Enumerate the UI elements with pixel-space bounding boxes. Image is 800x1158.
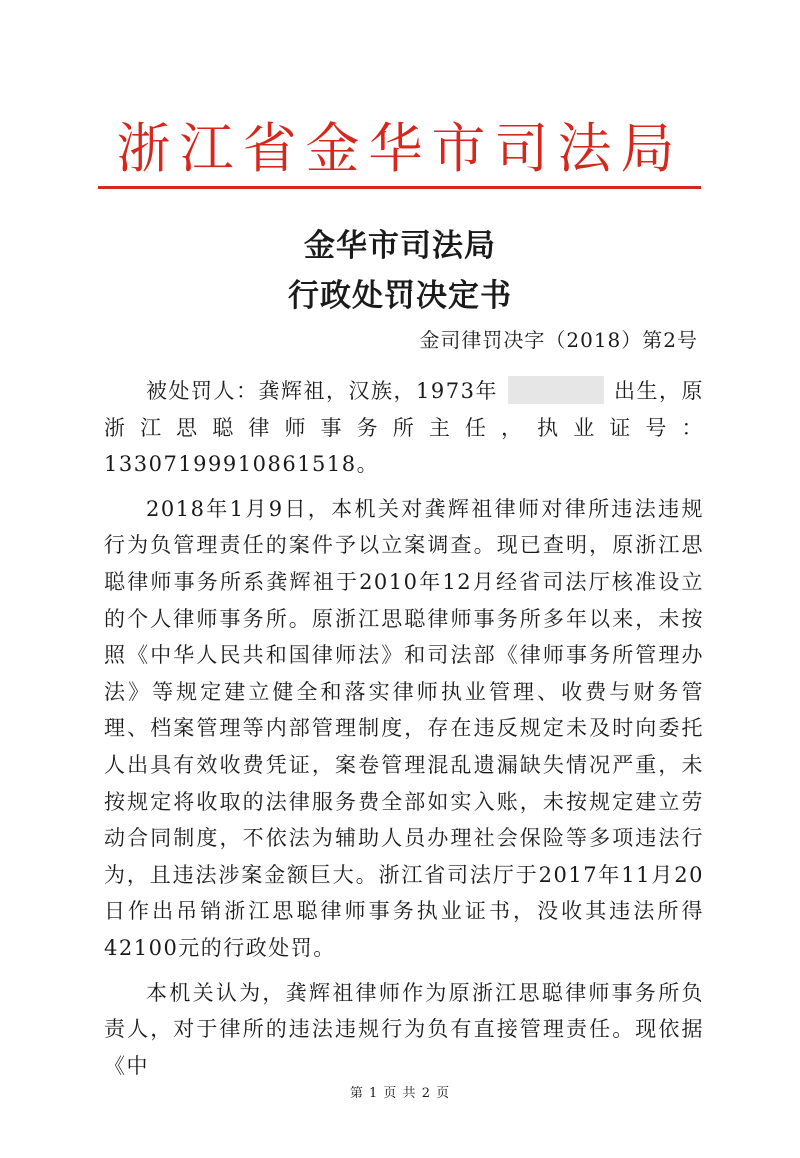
doc-title-line1: 金华市司法局 xyxy=(304,228,496,264)
respondent-text-end: 出生，原浙江思聪律师事务所主任，执业证号：13307199910861518。 xyxy=(104,379,704,477)
org-header: 浙江省金华市司法局 xyxy=(116,117,684,180)
doc-title-line2: 行政处罚决定书 xyxy=(288,278,512,314)
doc-number: 金司律罚决字（2018）第2号 xyxy=(419,328,698,352)
body-text xyxy=(104,373,704,1084)
paragraph-facts: 2018年1月9日，本机关对龚辉祖律师对律所违法违规行为负管理责任的案件予以立案调查。现已查明，原浙江思聪律师事务所系龚辉祖于2010年12月经省司法厅核准设立的个人律师事务所。原浙江思聪律师事务所多年以来，未按照《中华人民共和国律师法》和司法部《律师事务所管理办法》等规定建立健全和落实律师执业管理、收费与财务管理、档案管理等内部管理制度，存在违反规定未及时向委托人出具有效收费凭证，案卷管理混乱遗漏缺失情况严重，未按规定将收取的法律服务费全部如实入账，未按规定建立劳动合同制度，不依法为辅助人员办理社会保险等多项违法行为，且违法涉案金额巨大。浙江省司法厅于2017年11月20日作出吊销浙江思聪律师事务执业证书，没收其违法所得42100元的行政处罚。 xyxy=(104,496,704,960)
respondent-text-start: 被处罚人：龚辉祖，汉族，1973年 xyxy=(146,379,498,403)
redaction-block xyxy=(508,376,604,404)
paragraph-opinion: 本机关认为，龚辉祖律师作为原浙江思聪律师事务所负责人，对于律所的违法违规行为负有直接管理责任。现依据《中 xyxy=(104,980,704,1078)
header-red-rule xyxy=(98,186,701,189)
page-footer: 第 1 页 共 2 页 xyxy=(349,1086,451,1101)
paragraph-respondent xyxy=(104,373,704,483)
